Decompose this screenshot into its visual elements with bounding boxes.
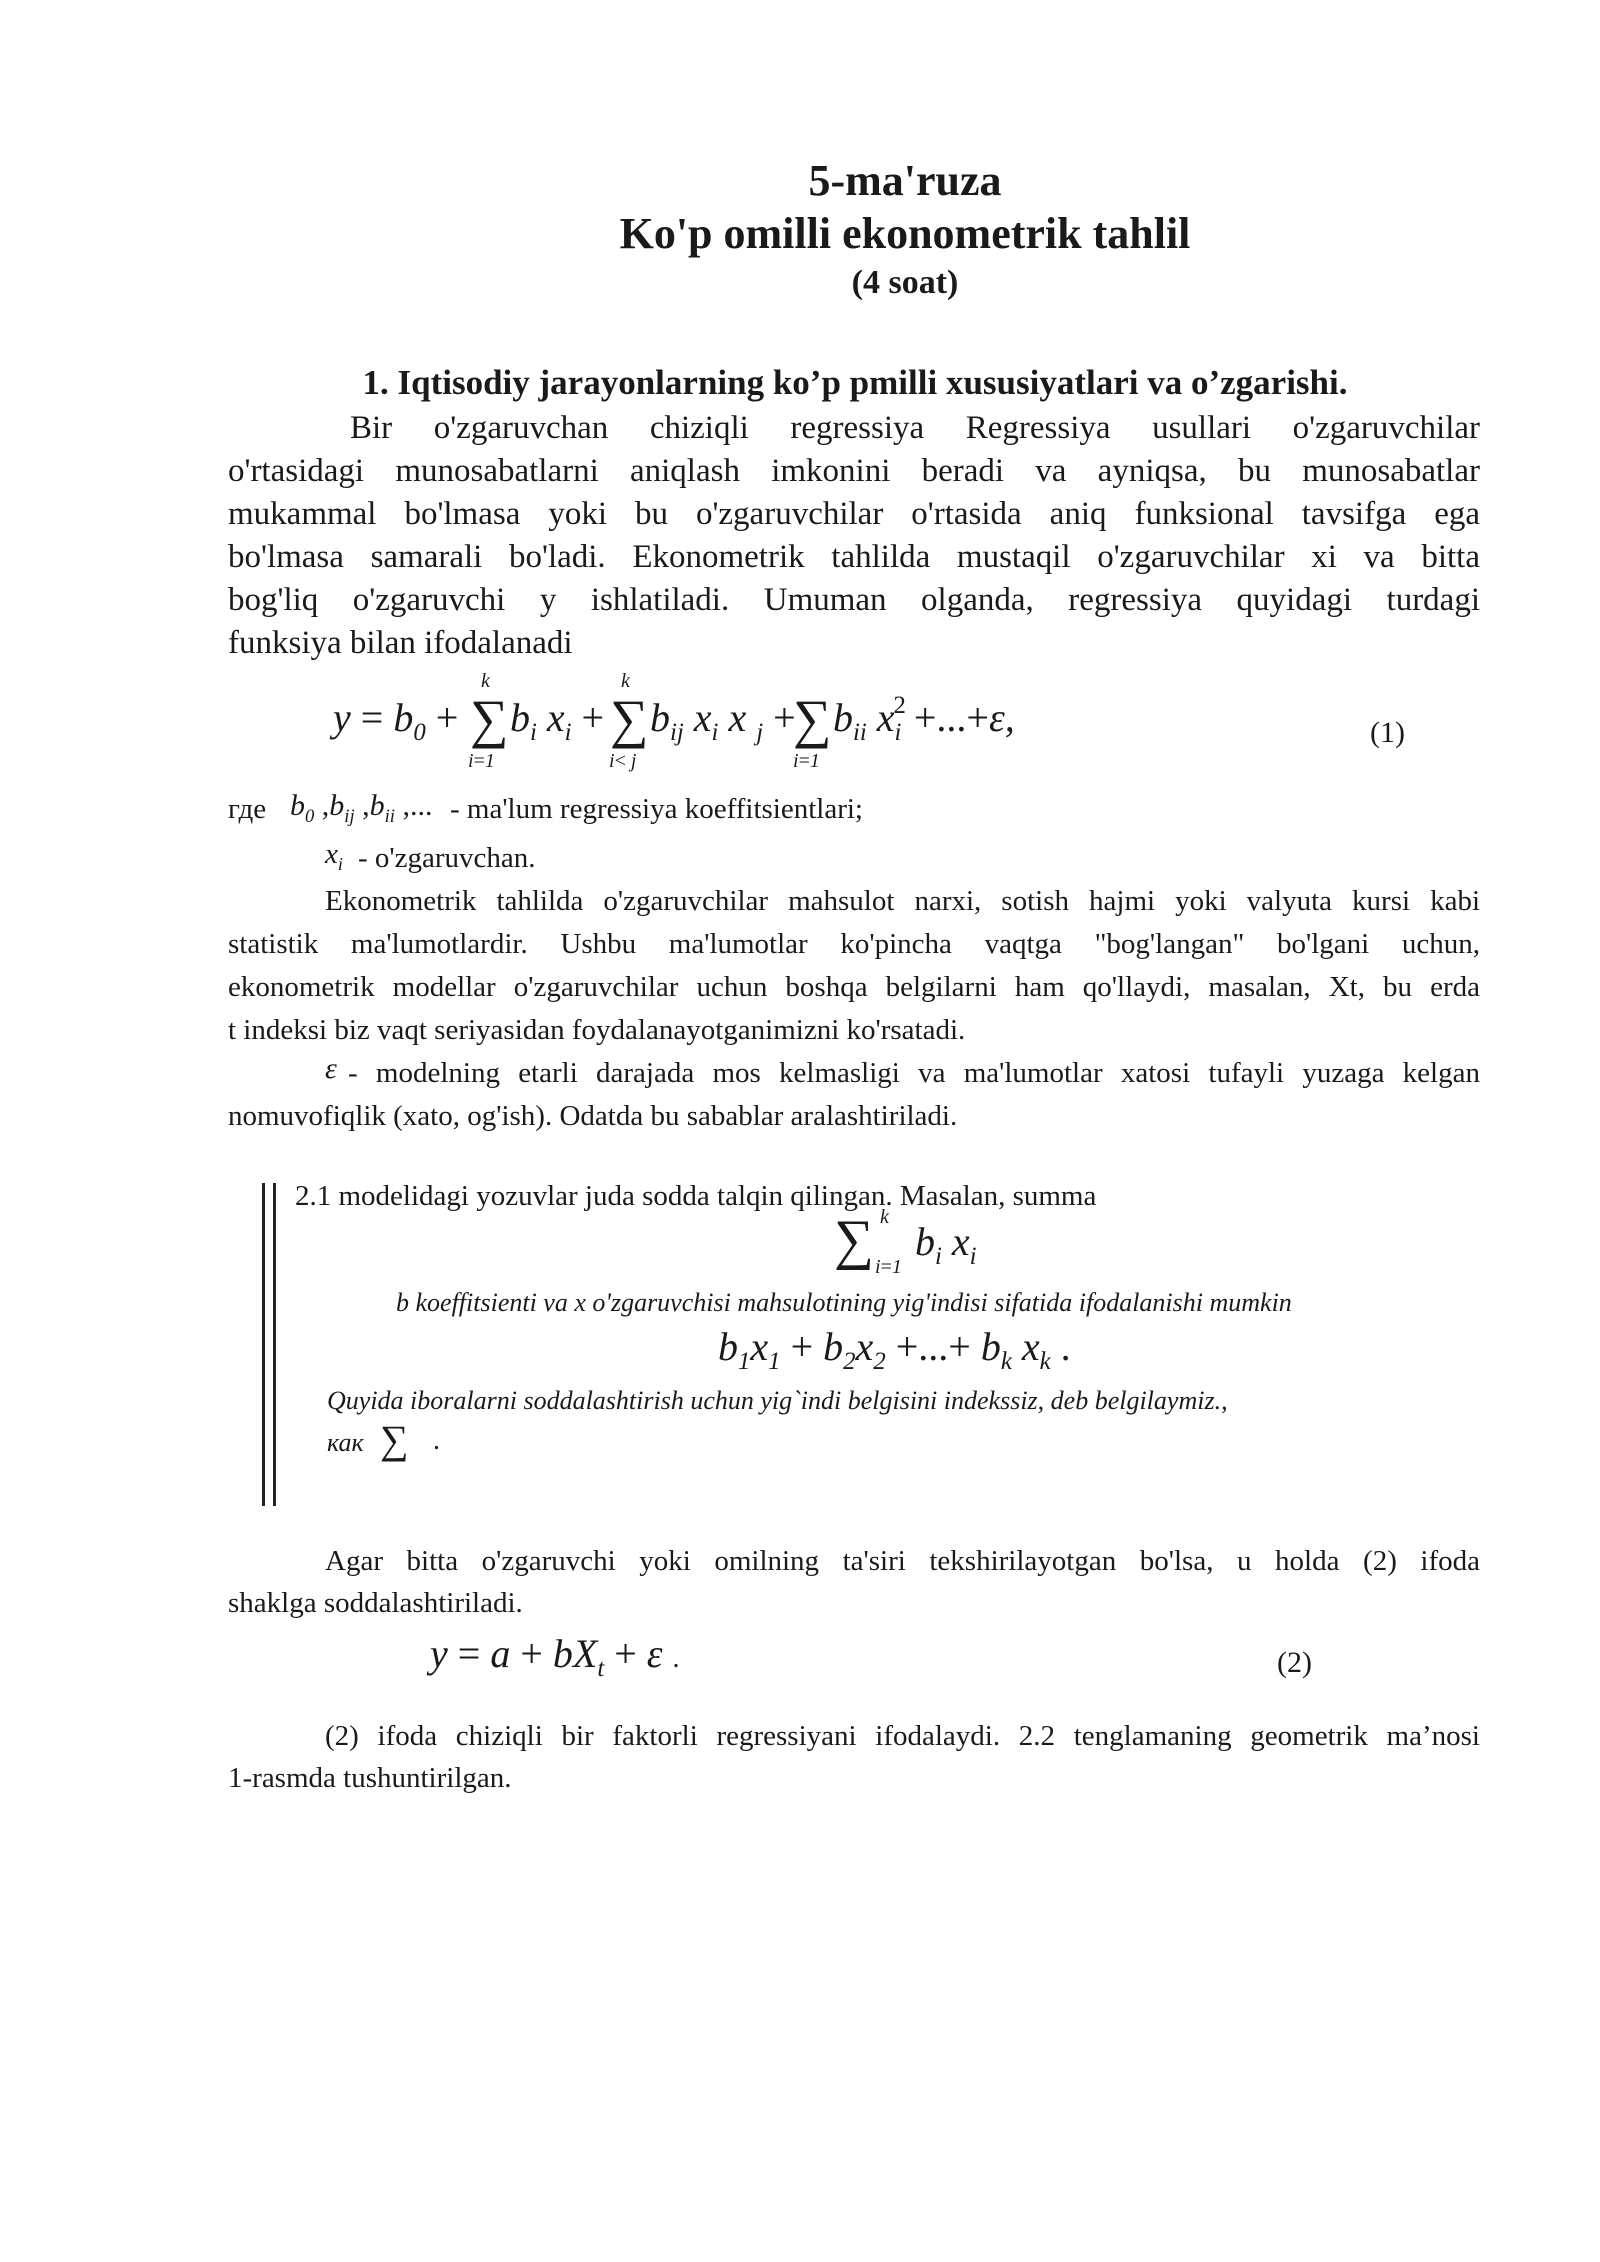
paragraph-line: statistik ma'lumotlardir. Ushbu ma'lumotlar ko'pincha vaqtga "bog'langan" bo'lgani uchun,: [228, 928, 1480, 960]
note-line: 2.1 modelidagi yozuvlar juda sodda talqin qilingan. Masalan, summa: [295, 1180, 1097, 1212]
paragraph-line: Bir o'zgaruvchan chiziqli regressiya Regressiya usullari o'zgaruvchilar: [350, 410, 1480, 446]
paragraph-line: (2) ifoda chiziqli bir faktorli regressiyani ifodalaydi. 2.2 tenglamaning geometrik ma’nosi: [325, 1720, 1480, 1752]
paragraph-line: t indeksi biz vaqt seriyasidan foydalanayotganimizni ko'rsatadi.: [228, 1014, 966, 1046]
paragraph-line: bo'lmasa samarali bo'ladi. Ekonometrik tahlilda mustaqil o'zgaruvchilar xi va bitta: [228, 539, 1480, 575]
note-line: как: [327, 1428, 364, 1457]
paragraph-line: mukammal bo'lmasa yoki bu o'zgaruvchilar o'rtasida aniq funksional tavsifga ega: [228, 496, 1480, 532]
equation-2: $y = a + bX_t + \varepsilon$ .: [430, 1631, 680, 1682]
paragraph-line: funksiya bilan ifodalanadi: [228, 625, 573, 661]
where-prefix: где: [228, 793, 267, 825]
paragraph-line: 1-rasmda tushuntirilgan.: [228, 1762, 512, 1794]
section-heading: 1. Iqtisodiy jarayonlarning ko’p pmilli xususiyatlari va o’zgarishi.: [362, 363, 1348, 402]
lecture-number: 5-ma'ruza: [808, 156, 1002, 205]
note-line: Quyida iboralarni soddalashtirish uchun yig`indi belgisini indekssiz, deb belgilaymiz.,: [327, 1386, 1228, 1415]
epsilon-symbol: ε: [325, 1052, 337, 1085]
equation-2-number: (2): [1277, 1646, 1312, 1679]
paragraph-line: Ekonometrik tahlilda o'zgaruvchilar mahsulot narxi, sotish hajmi yoki valyuta kursi kabi: [325, 885, 1480, 917]
where-text: - ma'lum regressiya koeffitsientlari;: [450, 793, 863, 825]
xi-text: - o'zgaruvchan.: [358, 842, 536, 874]
paragraph-line: bog'liq o'zgaruvchi y ishlatiladi. Umuman olganda, regressiya quyidagi turdagi: [228, 582, 1480, 618]
paragraph-line: nomuvofiqlik (xato, og'ish). Odatda bu sabablar aralashtiriladi.: [228, 1100, 958, 1132]
note-box-border: [262, 1183, 276, 1506]
paragraph-line: ekonometrik modellar o'zgaruvchilar uchun boshqa belgilarni ham qo'llaydi, masalan, Xt, bu erda: [228, 971, 1480, 1003]
note-line: b koeffitsienti va x o'zgaruvchisi mahsulotining yig'indisi sifatida ifodalanishi mumkin: [396, 1288, 1292, 1317]
sum-symbol: ∑: [380, 1417, 409, 1462]
page-title: Ko'p omilli ekonometrik tahlil: [619, 209, 1191, 258]
period-symbol: .: [433, 1425, 440, 1456]
paragraph-line: o'rtasidagi munosabatlarni aniqlash imkonini beradi va ayniqsa, bu munosabatlar: [228, 453, 1480, 489]
paragraph-line: shaklga soddalashtiriladi.: [228, 1587, 523, 1619]
equation-1-number: (1): [1370, 716, 1405, 749]
paragraph-line: - modelning etarli darajada mos kelmasligi va ma'lumotlar xatosi tufayli yuzaga kelgan: [348, 1057, 1480, 1089]
document-page: 5-ma'ruza Ko'p omilli ekonometrik tahlil (4 soat) 1. Iqtisodiy jarayonlarning ko’p pmilli xususiyatlari va o’zgarishi. Bir o'zgaruvchan chiziqli regressiya Regressiya usullari o'zgaruvchilar o'rtasidagi munosabatlarni aniqlash imkonini beradi va ayniqsa, bu munosabatlar mukammal bo'lmasa yoki bu o'zgaruvchilar o'rtasida aniq funksional tavsifga ega bo'lmasa samarali bo'ladi. Ekonometrik tahlilda mustaqil o'zgaruvchilar xi va bitta bog'liq o'zgaruvchi y ishlatiladi. Umuman olganda, regressiya quyidagi turdagi funksiya bilan ifodalanadi $y = b_0$ + ∑ k i=1 $b_i$ $x_i$ + ∑ k i< j $b_{ij}$ $x_i$ x $_j$ + ∑ i=1 $b_{ii}$ $x_i^2 +...+\varepsilon$, (1) где $b_0$ $,b_{ij}$ $,b_{ii}$ ,... - ma'lum regressiya koeffitsientlari; $x_i$ - o'zgaruvchan. Ekonometrik tahlilda o'zgaruvchilar mahsulot narxi, sotish hajmi yoki valyuta kursi kabi statistik ma'lumotlardir. Ushbu ma'lumotlar ko'pincha vaqtga "bog'langan" bo'lgani uchun, ekonometrik modellar o'zgaruvchilar uchun boshqa belgilarni ham qo'llaydi, masalan, Xt, bu erda t indeksi biz vaqt seriyasidan foydalanayotganimizni ko'rsatadi. ε - modelning etarli darajada mos kelmasligi va ma'lumotlar xatosi tufayli yuzaga kelgan nomuvofiqlik (xato, og'ish). Odatda bu sabablar aralashtiriladi. 2.1 modelidagi yozuvlar juda sodda talqin qilingan. Masalan, summa ∑ k i=1 $b_i$ $x_i$ b koeffitsienti va x o'zgaruvchisi mahsulotining yig'indisi sifatida ifodalanishi mumkin $b_1x_1 + b_2x_2$ +...+ $b_k$ $x_k$ . Quyida iboralarni soddalashtirish uchun yig`indi belgisini indekssiz, deb belgilaymiz., как ∑ . Agar bitta o'zgaruvchi yoki omilning ta'siri tekshirilayotgan bo'lsa, u holda (2) ifoda shaklga soddalashtiriladi. $y = a + bX_t + \varepsilon$ . (2) (2) ifoda chiziqli bir faktorli regressiyani ifodalaydi. 2.2 tenglamaning geometrik ma’nosi 1-rasmda tushuntirilgan.: [0, 0, 1600, 2262]
coefficient-symbols: $b_0$ $,b_{ij}$ $,b_{ii}$ ,...: [290, 789, 433, 827]
expanded-sum: $b_1x_1 + b_2x_2$ +...+ $b_k$ $x_k$ .: [718, 1324, 1071, 1375]
lecture-hours: (4 soat): [851, 264, 959, 301]
xi-symbol: $x_i$: [325, 838, 343, 874]
paragraph-line: Agar bitta o'zgaruvchi yoki omilning ta'siri tekshirilayotgan bo'lsa, u holda (2) ifoda: [325, 1545, 1480, 1577]
